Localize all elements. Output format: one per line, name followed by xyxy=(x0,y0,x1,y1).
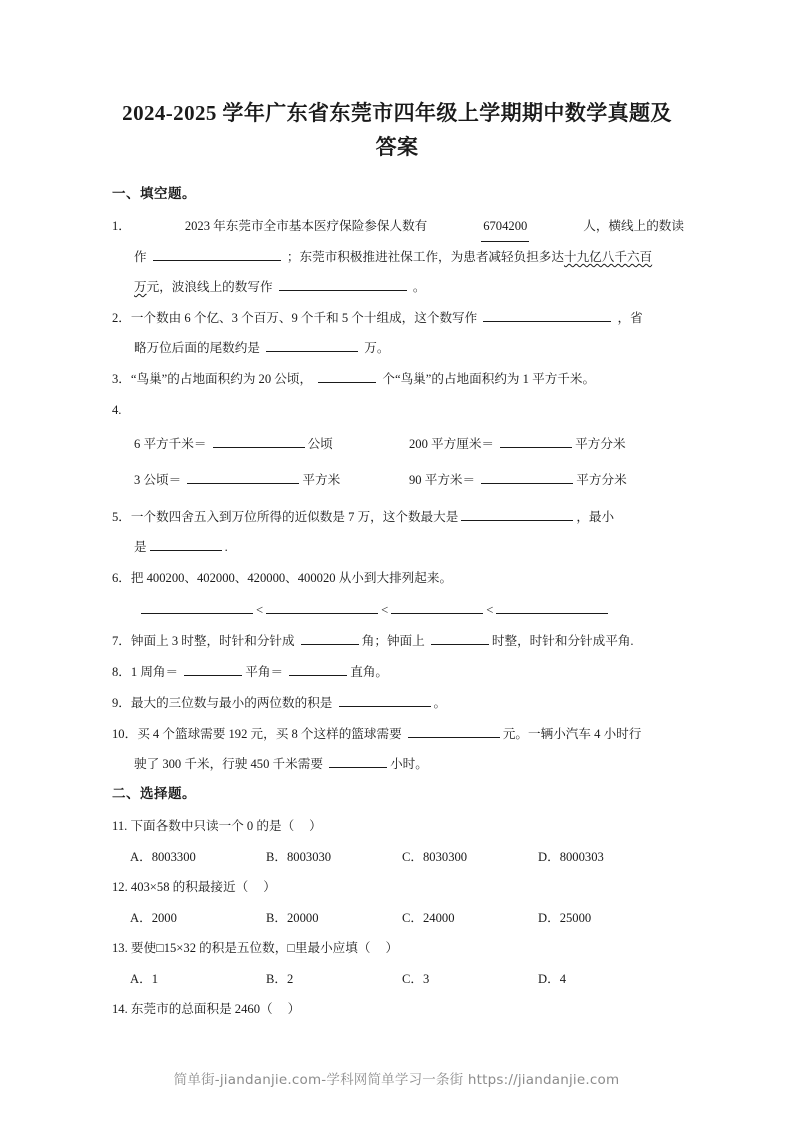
question-6-number: 6． xyxy=(112,571,131,585)
question-9-text-a: 最大的三位数与最小的两位数的积是 xyxy=(130,696,333,710)
option-a[interactable] xyxy=(130,964,266,994)
question-1-text-e: 元，波浪线上的数写作 xyxy=(146,280,273,294)
question-3-text-b: 个“鸟巢”的占地面积约为 1 平方千米。 xyxy=(382,372,596,386)
option-label: D． xyxy=(538,911,560,925)
answer-blank[interactable] xyxy=(481,469,573,484)
question-4 xyxy=(112,395,684,425)
conversion-cell-left-1 xyxy=(134,426,409,462)
question-11-stem-close: ） xyxy=(309,819,322,833)
question-1 xyxy=(112,211,684,302)
question-3-number: 3． xyxy=(112,372,131,386)
question-12 xyxy=(112,872,684,902)
option-value: 4 xyxy=(559,972,566,986)
answer-blank[interactable] xyxy=(318,368,376,383)
option-label: C． xyxy=(402,850,423,864)
answer-blank[interactable] xyxy=(187,469,299,484)
question-13 xyxy=(112,933,684,963)
question-2 xyxy=(112,303,684,363)
question-14-stem-close: ） xyxy=(287,1002,301,1016)
option-b[interactable] xyxy=(266,903,402,933)
option-b[interactable] xyxy=(266,964,402,994)
question-8-number: 8． xyxy=(112,665,131,679)
option-label: C． xyxy=(402,911,423,925)
answer-blank[interactable] xyxy=(500,433,572,448)
question-2-text-c: 略万位后面的尾数约是 xyxy=(134,341,260,355)
question-2-text-a: 一个数由 6 个亿、3 个百万、9 个千和 5 个十组成，这个数写作 xyxy=(130,311,478,325)
answer-blank[interactable] xyxy=(496,599,608,614)
question-13-stem-close: ） xyxy=(385,941,399,955)
option-c[interactable] xyxy=(402,842,538,872)
question-2-number: 2． xyxy=(112,311,131,325)
question-10-text-b: 元。一辆小汽车 4 小时行 xyxy=(502,727,642,741)
question-10-text-a: 买 4 个篮球需要 192 元，买 8 个这样的篮球需要 xyxy=(137,727,402,741)
question-1-wavy-text: 十九亿八千六百 xyxy=(563,250,653,264)
question-9-text-b: 。 xyxy=(433,696,447,710)
question-5-text-d: . xyxy=(224,540,228,554)
answer-blank[interactable] xyxy=(213,433,305,448)
question-5-number: 5． xyxy=(112,510,131,524)
option-value: 25000 xyxy=(559,911,592,925)
question-1-underlined-number: 6704200 xyxy=(481,211,529,242)
question-12-stem: 403×58 的积最接近（ xyxy=(130,880,249,894)
option-d[interactable] xyxy=(538,903,674,933)
option-d[interactable] xyxy=(538,842,674,872)
question-3-text-a: “鸟巢”的占地面积约为 20 公顷， xyxy=(130,372,313,386)
option-label: A． xyxy=(130,850,152,864)
conversion-unit: 公顷 xyxy=(307,437,333,451)
question-8-text-a: 1 周角＝ xyxy=(130,665,179,679)
answer-blank[interactable] xyxy=(431,630,489,645)
question-5 xyxy=(112,502,684,562)
question-2-text-b: ，省 xyxy=(617,311,643,325)
answer-blank[interactable] xyxy=(153,246,281,261)
page-title: 2024-2025 学年广东省东莞市四年级上学期期中数学真题及答案 xyxy=(122,101,672,159)
question-6 xyxy=(112,563,684,593)
question-7 xyxy=(112,626,684,656)
question-1-line-2 xyxy=(112,242,684,272)
option-value: 24000 xyxy=(423,911,455,925)
conversion-unit: 平方米 xyxy=(302,473,341,487)
question-1-text-b: 人，横线上的数读 xyxy=(583,219,684,233)
question-8-text-c: 直角。 xyxy=(350,665,388,679)
question-8 xyxy=(112,657,684,687)
answer-blank[interactable] xyxy=(150,536,222,551)
question-11-number: 11. xyxy=(112,819,128,833)
section-heading-fill-in: 一、填空题。 xyxy=(112,186,196,201)
conversion-cell-left-2 xyxy=(134,462,409,498)
question-13-number: 13. xyxy=(112,941,128,955)
question-5-text-c: 是 xyxy=(134,540,147,554)
option-value: 8003300 xyxy=(151,850,196,864)
question-2-text-d: 万。 xyxy=(364,341,390,355)
question-6-text-a: 把 400200、402000、420000、400020 从小到大排列起来。 xyxy=(130,571,453,585)
section-heading-choice: 二、选择题。 xyxy=(112,786,196,801)
question-10-text-c: 驶了 300 千米，行驶 450 千米需要 xyxy=(134,757,323,771)
option-value: 1 xyxy=(151,972,158,986)
question-4-number: 4. xyxy=(112,403,122,417)
question-1-text-a: 2023 年东莞市全市基本医疗保险参保人数有 xyxy=(184,219,428,233)
option-label: B． xyxy=(266,911,287,925)
question-7-text-a: 钟面上 3 时整，时针和分针成 xyxy=(130,634,295,648)
option-value: 8030300 xyxy=(423,850,468,864)
option-a[interactable] xyxy=(130,842,266,872)
option-value: 8003030 xyxy=(287,850,332,864)
option-label: B． xyxy=(266,850,287,864)
answer-blank[interactable] xyxy=(184,661,242,676)
conversion-cell-right-2 xyxy=(409,462,684,498)
question-1-wavy-text-cont: 万 xyxy=(134,280,147,294)
question-1-text-d: ；东莞市积极推进社保工作，为患者减轻负担多达 xyxy=(286,250,564,264)
question-1-line-3 xyxy=(112,272,684,302)
option-label: B． xyxy=(266,972,287,986)
answer-blank[interactable] xyxy=(289,661,347,676)
answer-blank[interactable] xyxy=(141,599,253,614)
option-label: D． xyxy=(538,850,560,864)
question-6-comparison-row xyxy=(112,594,684,626)
question-14-number: 14. xyxy=(112,1002,128,1016)
option-c[interactable] xyxy=(402,964,538,994)
question-10-line-2 xyxy=(112,749,684,779)
conversion-label: 90 平方米＝ xyxy=(409,473,476,487)
comparison-operator: < xyxy=(381,603,389,617)
question-1-text-c: 作 xyxy=(134,250,147,264)
question-5-text-a: 一个数四舍五入到万位所得的近似数是 7 万，这个数最大是 xyxy=(130,510,459,524)
option-label: A． xyxy=(130,911,152,925)
unit-conversion-row-1 xyxy=(112,426,684,462)
question-10-number: 10． xyxy=(112,727,138,741)
answer-blank[interactable] xyxy=(266,337,358,352)
question-12-options xyxy=(112,903,684,933)
option-b[interactable] xyxy=(266,842,402,872)
question-1-line-1 xyxy=(112,211,684,242)
conversion-label: 3 公顷＝ xyxy=(134,473,182,487)
question-9-number: 9． xyxy=(112,696,131,710)
question-5-text-b: ，最小 xyxy=(576,510,615,524)
question-14-stem: 东莞市的总面积是 2460（ xyxy=(130,1002,273,1016)
question-11-options xyxy=(112,842,684,872)
question-10-line-1 xyxy=(112,719,684,749)
conversion-label: 6 平方千米＝ xyxy=(134,437,207,451)
option-a[interactable] xyxy=(130,903,266,933)
question-13-stem: 要使□15×32 的积是五位数，□里最小应填（ xyxy=(130,941,371,955)
option-value: 2000 xyxy=(151,911,177,925)
conversion-unit: 平方分米 xyxy=(575,437,626,451)
question-5-line-2 xyxy=(112,532,684,562)
comparison-operator: < xyxy=(256,603,264,617)
footer-watermark: 简单街-jiandanjie.com-学科网简单学习一条街 https://jiandanjie.com xyxy=(173,1072,620,1088)
option-value: 3 xyxy=(423,972,430,986)
question-11-stem: 下面各数中只读一个 0 的是（ xyxy=(130,819,295,833)
question-5-line-1 xyxy=(112,502,684,532)
question-7-text-c: 时整，时针和分针成平角. xyxy=(491,634,634,648)
question-10 xyxy=(112,719,684,779)
comparison-operator: < xyxy=(486,603,494,617)
option-value: 2 xyxy=(287,972,294,986)
conversion-label: 200 平方厘米＝ xyxy=(409,437,495,451)
question-12-number: 12. xyxy=(112,880,128,894)
answer-blank[interactable] xyxy=(339,692,431,707)
question-3 xyxy=(112,364,684,394)
answer-blank[interactable] xyxy=(329,753,387,768)
option-label: C． xyxy=(402,972,423,986)
answer-blank[interactable] xyxy=(391,599,483,614)
question-7-text-b: 角；钟面上 xyxy=(361,634,425,648)
question-9 xyxy=(112,688,684,718)
question-2-line-1 xyxy=(112,303,684,333)
question-12-stem-close: ） xyxy=(263,880,276,894)
option-label: D． xyxy=(538,972,560,986)
question-7-number: 7． xyxy=(112,634,131,648)
unit-conversion-row-2 xyxy=(112,462,684,498)
question-8-text-b: 平角＝ xyxy=(245,665,284,679)
option-value: 8000303 xyxy=(559,850,604,864)
conversion-cell-right-1 xyxy=(409,426,684,462)
answer-blank[interactable] xyxy=(266,599,378,614)
option-label: A． xyxy=(130,972,152,986)
answer-blank[interactable] xyxy=(279,276,407,291)
question-1-text-f: 。 xyxy=(412,280,426,294)
option-d[interactable] xyxy=(538,964,674,994)
option-c[interactable] xyxy=(402,903,538,933)
question-11 xyxy=(112,811,684,841)
conversion-unit: 平方分米 xyxy=(576,473,627,487)
question-13-options xyxy=(112,964,684,994)
answer-blank[interactable] xyxy=(301,630,359,645)
question-2-line-2 xyxy=(112,333,684,363)
exam-body xyxy=(112,183,684,1025)
answer-blank[interactable] xyxy=(408,723,500,738)
answer-blank[interactable] xyxy=(461,506,573,521)
question-10-text-d: 小时。 xyxy=(390,757,428,771)
answer-blank[interactable] xyxy=(483,307,611,322)
option-value: 20000 xyxy=(287,911,319,925)
question-1-number: 1． xyxy=(112,219,131,233)
question-14 xyxy=(112,994,684,1024)
